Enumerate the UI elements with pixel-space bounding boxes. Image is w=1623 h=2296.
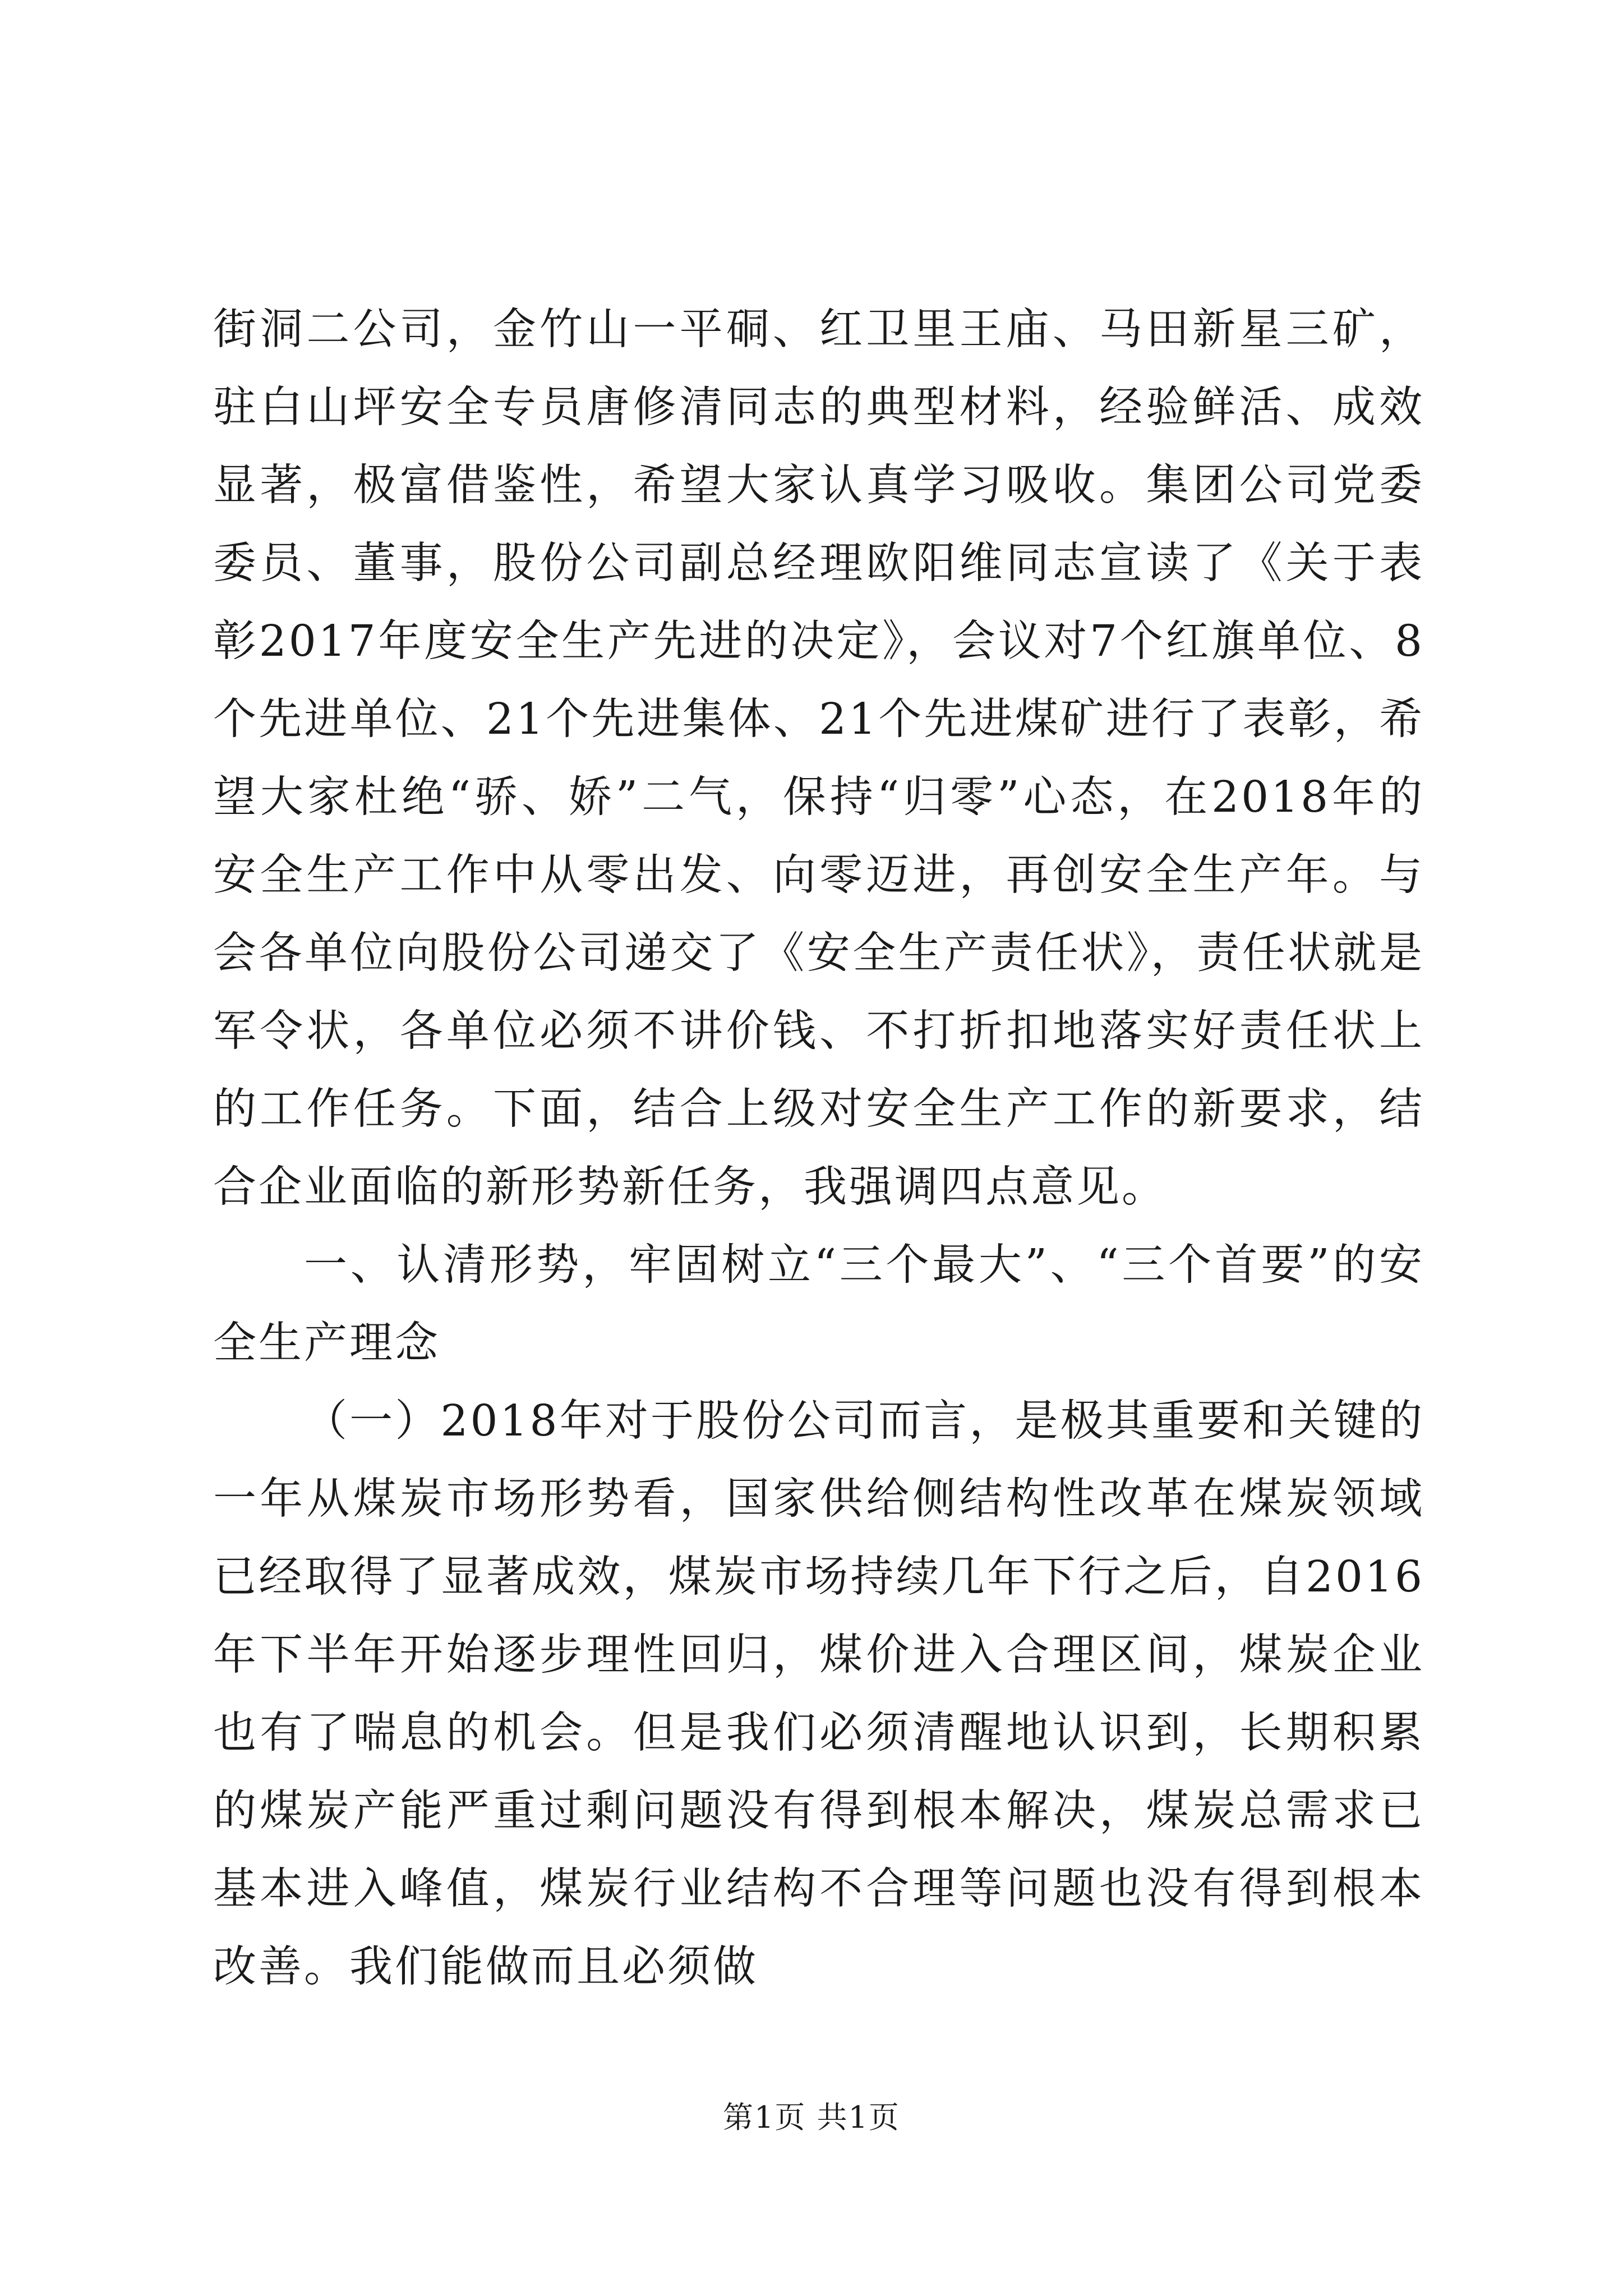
page-footer: 第1页 共1页 bbox=[723, 2100, 900, 2135]
section-heading: 一、认清形势，牢固树立“三个最大”、“三个首要”的安全生产理念 bbox=[213, 1240, 1424, 1368]
body-paragraph: 街洞二公司，金竹山一平硐、红卫里王庙、马田新星三矿，驻白山坪安全专员唐修清同志的典型材料，经验鲜活、成效显著，极富借鉴性，希望大家认真学习吸收。集团公司党委委员、董事，股份公司副总经理欧阳维同志宣读了《关于表彰2017年度安全生产先进的决定》，会议对7个红旗单位、8个先进单位、21个先进集体、21个先进煤矿进行了表彰，希望大家杜绝“骄、娇”二气，保持“归零”心态，在2018年的安全生产工作中从零出发、向零迈进，再创安全生产年。与会各单位向股份公司递交了《安全生产责任状》，责任状就是军令状，各单位必须不讲价钱、不打折扣地落实好责任状上的工作任务。下面，结合上级对安全生产工作的新要求，结合企业面临的新形势新任务，我强调四点意见。 bbox=[213, 305, 1424, 1212]
body-paragraph: （一）2018年对于股份公司而言，是极其重要和关键的一年从煤炭市场形势看，国家供给侧结构性改革在煤炭领域已经取得了显著成效，煤炭市场持续几年下行之后，自2016年下半年开始逐步理性回归，煤价进入合理区间，煤炭企业也有了喘息的机会。但是我们必须清醒地认识到，长期积累的煤炭产能严重过剩问题没有得到根本解决，煤炭总需求已基本进入峰值，煤炭行业结构不合理等问题也没有得到根本改善。我们能做而且必须做 bbox=[213, 1396, 1424, 1992]
document-body bbox=[213, 291, 1424, 2006]
